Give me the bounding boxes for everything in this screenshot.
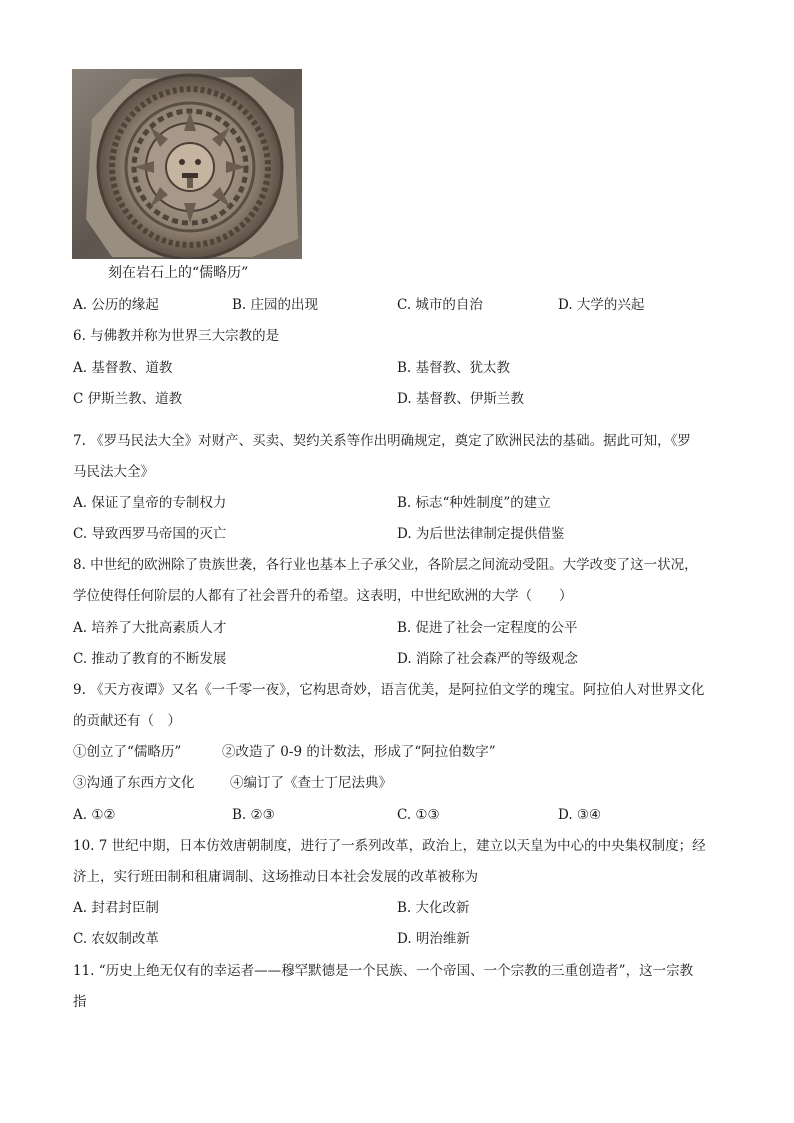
q6-option-d[interactable]: D. 基督教、伊斯兰教 [397,391,524,407]
q10-option-c[interactable]: C. 农奴制改革 [73,931,159,947]
q8-option-c[interactable]: C. 推动了教育的不断发展 [73,651,227,667]
q5-option-a[interactable]: A. 公历的缘起 [73,297,159,313]
q6-option-a[interactable]: A. 基督教、道教 [73,360,173,376]
q10-option-b[interactable]: B. 大化改新 [397,900,470,916]
q11-stem-line-1: 11. “历史上绝无仅有的幸运者——穆罕默德是一个民族、一个帝国、一个宗教的三重创造者”，这一宗教 [73,963,694,979]
q8-stem-line-2: 学位使得任何阶层的人都有了社会晋升的希望。这表明，中世纪欧洲的大学（ ） [73,588,573,604]
q7-option-c[interactable]: C. 导致西罗马帝国的灭亡 [73,526,227,542]
q7-stem-line-1: 7. 《罗马民法大全》对财产、买卖、契约关系等作出明确规定，奠定了欧洲民法的基础。据此可知，《罗 [73,433,691,449]
q9-item-1: ①创立了“儒略历” [73,744,182,760]
q9-item-2: ②改造了 0-9 的计数法，形成了“阿拉伯数字” [222,744,496,760]
q10-stem-line-2: 济上，实行班田制和租庸调制、这场推动日本社会发展的改革被称为 [73,869,478,885]
q5-option-d[interactable]: D. 大学的兴起 [558,297,645,313]
q8-option-b[interactable]: B. 促进了社会一定程度的公平 [397,620,578,636]
q7-stem-line-2: 马民法大全》 [73,464,154,480]
q10-option-a[interactable]: A. 封君封臣制 [73,900,159,916]
figure-caption: 刻在岩石上的“儒略历” [108,265,249,281]
q6-option-c[interactable]: C 伊斯兰教、道教 [73,391,183,407]
q7-option-a[interactable]: A. 保证了皇帝的专制权力 [73,495,227,511]
q9-option-c[interactable]: C. ①③ [397,807,440,823]
q6-stem: 6. 与佛教并称为世界三大宗教的是 [73,328,280,344]
q11-stem-line-2: 指 [73,994,87,1010]
q8-stem-line-1: 8. 中世纪的欧洲除了贵族世袭，各行业也基本上子承父业，各阶层之间流动受阻。大学改变了这一状况， [73,557,698,573]
q8-option-a[interactable]: A. 培养了大批高素质人才 [73,620,227,636]
q8-option-d[interactable]: D. 消除了社会森严的等级观念 [397,651,578,667]
q9-option-b[interactable]: B. ②③ [232,807,275,823]
q10-option-d[interactable]: D. 明治维新 [397,931,470,947]
q10-stem-line-1: 10. 7 世纪中期，日本仿效唐朝制度，进行了一系列改革，政治上，建立以天皇为中心的中央集权制度；经 [73,838,706,854]
q9-item-4: ④编订了《查士丁尼法典》 [230,775,392,791]
sun-stone-image [72,69,302,259]
q9-item-3: ③沟通了东西方文化 [73,775,195,791]
q5-option-b[interactable]: B. 庄园的出现 [232,297,319,313]
q5-option-c[interactable]: C. 城市的自治 [397,297,483,313]
q9-option-d[interactable]: D. ③④ [558,807,602,823]
q7-option-b[interactable]: B. 标志“种姓制度”的建立 [397,495,551,511]
q9-stem-line-1: 9. 《天方夜谭》又名《一千零一夜》，它构思奇妙，语言优美，是阿拉伯文学的瑰宝。阿拉伯人对世界文化 [73,682,705,698]
q7-option-d[interactable]: D. 为后世法律制定提供借鉴 [397,526,565,542]
q6-option-b[interactable]: B. 基督教、犹太教 [397,360,511,376]
q9-option-a[interactable]: A. ①② [73,807,116,823]
q9-stem-line-2: 的贡献还有（ ） [73,713,181,729]
